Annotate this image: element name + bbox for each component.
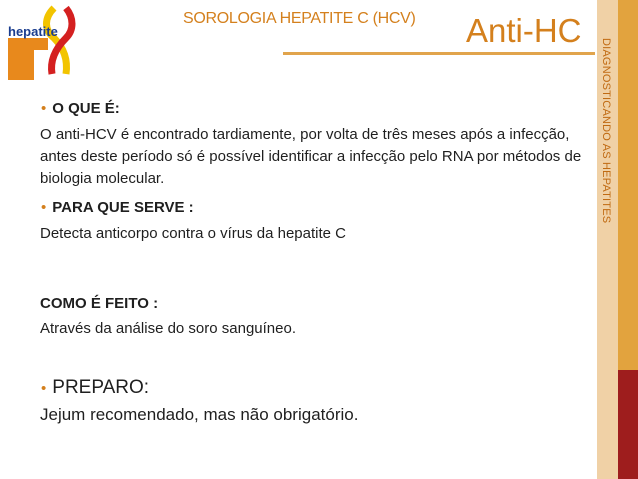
slide-heading: Anti-HC bbox=[466, 12, 582, 49]
bullet-icon: • bbox=[41, 199, 47, 216]
page-title: SOROLOGIA HEPATITE C (HCV) bbox=[183, 10, 416, 27]
bullet-icon: • bbox=[41, 100, 47, 117]
section-heading-preparo-label: PREPARO: bbox=[52, 377, 150, 398]
side-band-red bbox=[618, 370, 638, 479]
section-text-como: Através da análise do soro sanguíneo. bbox=[40, 320, 297, 337]
section-heading-oque bbox=[41, 100, 120, 117]
logo-text: hepatite bbox=[8, 24, 58, 39]
section-heading-paraque-label: PARA QUE SERVE : bbox=[52, 199, 194, 216]
section-heading-como: COMO É FEITO : bbox=[40, 295, 159, 312]
section-heading-preparo bbox=[41, 377, 149, 399]
side-band-gold bbox=[618, 0, 638, 370]
hepatite-logo bbox=[4, 4, 94, 86]
side-band-label: DIAGNOSTICANDO AS HEPATITES bbox=[600, 38, 612, 224]
bullet-icon: • bbox=[41, 380, 47, 397]
section-text-paraque: Detecta anticorpo contra o vírus da hepatite C bbox=[40, 225, 347, 242]
hepatite-logo-graphic bbox=[4, 4, 94, 86]
section-heading-oque-label: O QUE É: bbox=[52, 100, 120, 117]
section-text-preparo: Jejum recomendado, mas não obrigatório. bbox=[40, 405, 359, 424]
section-text-oque: O anti-HCV é encontrado tardiamente, por volta de três meses após a infecção, antes deste período só é possível identificar a infecção pelo RNA por métodos de biologia molecular. bbox=[40, 126, 582, 187]
section-heading-paraque bbox=[41, 199, 194, 216]
header-divider bbox=[283, 52, 595, 55]
